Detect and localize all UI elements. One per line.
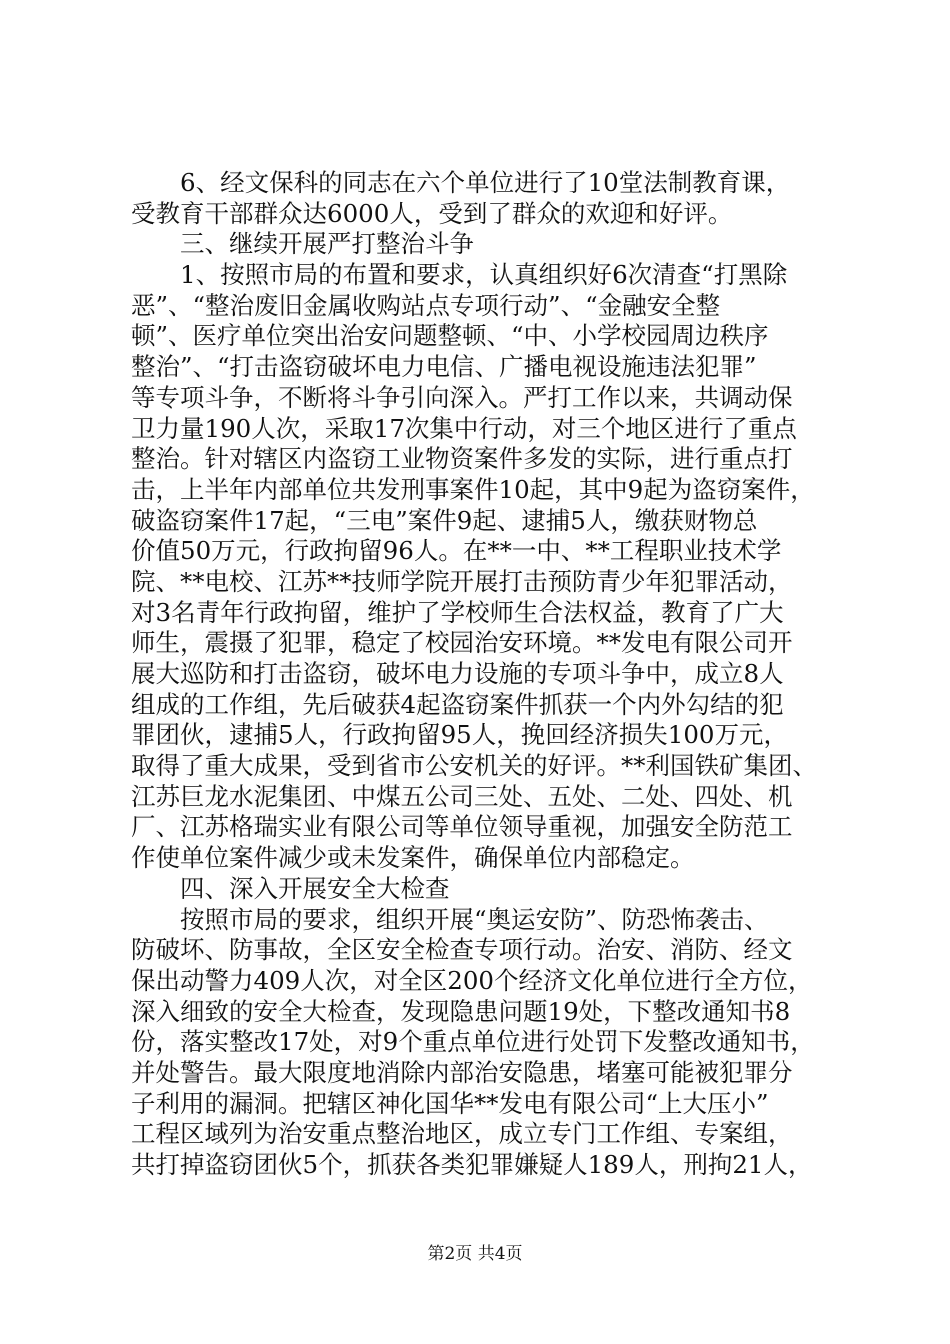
text-line: 取得了重大成果，受到省市公安机关的好评。**利国铁矿集团、 bbox=[131, 751, 817, 781]
text-line: 师生，震摄了犯罪，稳定了校园治安环境。**发电有限公司开 bbox=[131, 628, 793, 658]
page-footer: 第2页 共4页 bbox=[427, 1244, 523, 1264]
document-body bbox=[131, 168, 857, 1181]
text-line: 击，上半年内部单位共发刑事案件10起，其中9起为盗窃案件， bbox=[131, 474, 815, 504]
text-line: 三、继续开展严打整治斗争 bbox=[131, 229, 474, 259]
text-line: 受教育干部群众达6000人，受到了群众的欢迎和好评。 bbox=[131, 198, 733, 228]
text-line: 江苏巨龙水泥集团、中煤五公司三处、五处、二处、四处、机 bbox=[131, 781, 793, 811]
text-line: 1、按照市局的布置和要求，认真组织好6次清查“打黑除 bbox=[131, 260, 788, 290]
text-line: 整治”、“打击盗窃破坏电力电信、广播电视设施违法犯罪” bbox=[131, 352, 757, 382]
text-line: 价值50万元，行政拘留96人。在**一中、**工程职业技术学 bbox=[131, 536, 782, 566]
text-line: 院、**电校、江苏**技师学院开展打击预防青少年犯罪活动， bbox=[131, 566, 793, 596]
text-line: 按照市局的要求，组织开展“奥运安防”、防恐怖袭击、 bbox=[131, 904, 769, 934]
text-line: 组成的工作组，先后破获4起盗窃案件抓获一个内外勾结的犯 bbox=[131, 689, 784, 719]
text-line: 并处警告。最大限度地消除内部治安隐患，堵塞可能被犯罪分 bbox=[131, 1057, 793, 1087]
text-line: 整治。针对辖区内盗窃工业物资案件多发的实际，进行重点打 bbox=[131, 444, 793, 474]
text-line: 6、经文保科的同志在六个单位进行了10堂法制教育课， bbox=[131, 168, 791, 197]
text-line: 厂、江苏格瑞实业有限公司等单位领导重视，加强安全防范工 bbox=[131, 812, 793, 842]
text-line: 展大巡防和打击盗窃，破坏电力设施的专项斗争中，成立8人 bbox=[131, 659, 784, 688]
text-line: 子利用的漏洞。把辖区神化国华**发电有限公司“上大压小” bbox=[131, 1088, 769, 1118]
text-line: 顿”、医疗单位突出治安问题整顿、“中、小学校园周边秩序 bbox=[131, 321, 769, 351]
text-line: 共打掉盗窃团伙5个，抓获各类犯罪嫌疑人189人，刑拘21人， bbox=[131, 1150, 813, 1179]
text-line: 对3名青年行政拘留，维护了学校师生合法权益，教育了广大 bbox=[131, 597, 784, 627]
text-line: 工程区域列为治安重点整治地区，成立专门工作组、专案组， bbox=[131, 1119, 793, 1149]
text-line: 破盗窃案件17起，“三电”案件9起、逮捕5人，缴获财物总 bbox=[131, 505, 758, 535]
text-line: 卫力量190人次，采取17次集中行动，对三个地区进行了重点 bbox=[131, 413, 797, 443]
text-line: 防破坏、防事故，全区安全检查专项行动。治安、消防、经文 bbox=[131, 935, 793, 965]
text-line: 等专项斗争，不断将斗争引向深入。严打工作以来，共调动保 bbox=[131, 382, 793, 412]
text-line: 深入细致的安全大检查，发现隐患问题19处，下整改通知书8 bbox=[131, 996, 791, 1026]
text-line: 保出动警力409人次，对全区200个经济文化单位进行全方位， bbox=[131, 965, 813, 995]
text-line: 罪团伙，逮捕5人，行政拘留95人，挽回经济损失100万元， bbox=[131, 720, 789, 750]
text-line: 份，落实整改17处，对9个重点单位进行处罚下发整改通知书， bbox=[131, 1027, 815, 1057]
text-line: 恶”、“整治废旧金属收购站点专项行动”、“金融安全整 bbox=[131, 290, 721, 320]
text-line: 作使单位案件减少或未发案件，确保单位内部稳定。 bbox=[131, 843, 695, 873]
text-line: 四、深入开展安全大检查 bbox=[131, 873, 450, 903]
